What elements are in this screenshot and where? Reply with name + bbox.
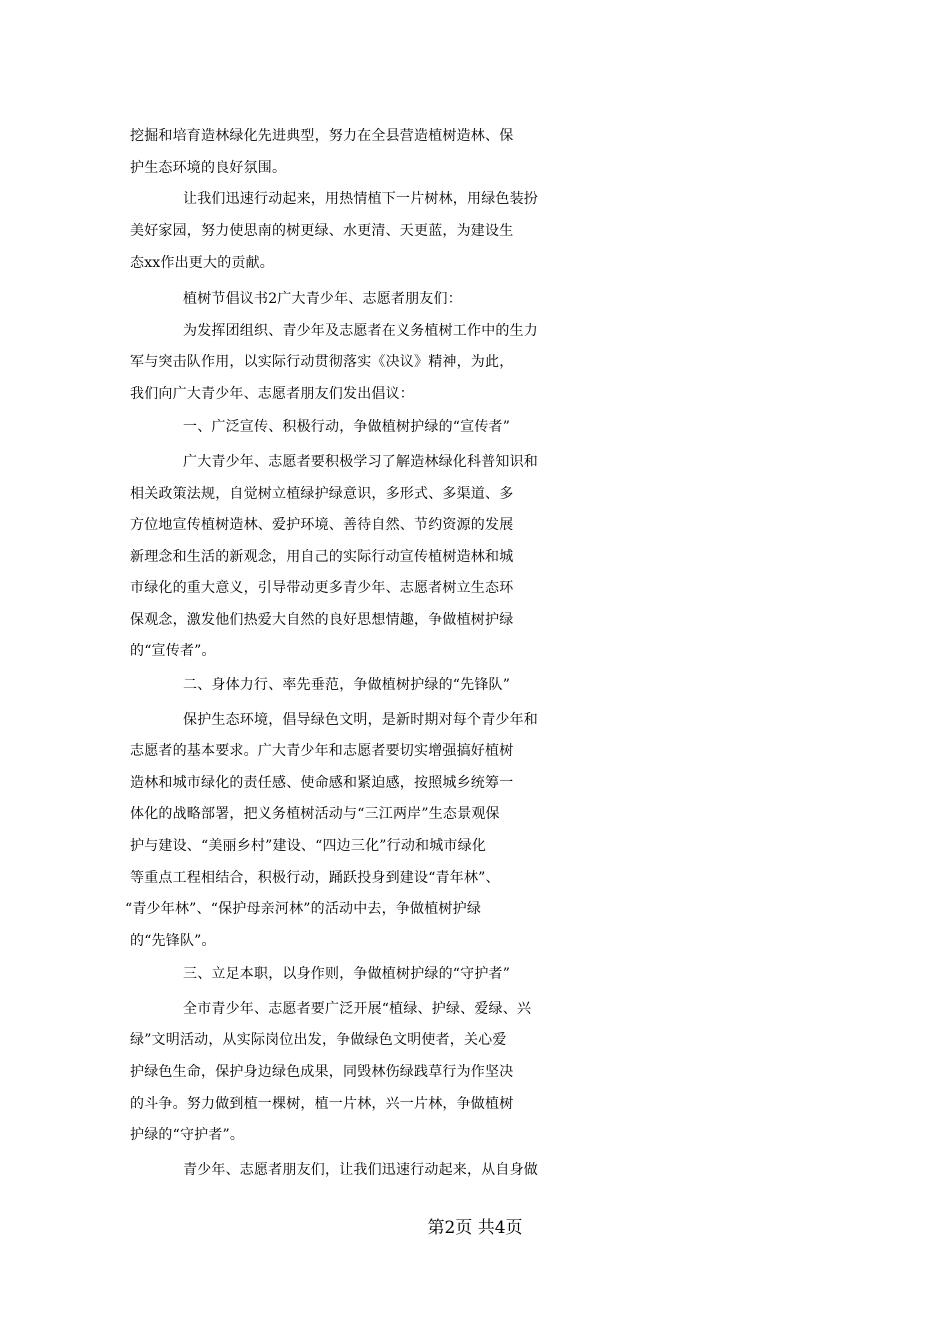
paragraph-line: 志愿者的基本要求。广大青少年和志愿者要切实增强搞好植树	[130, 743, 514, 759]
paragraph-line: 的斗争。努力做到植一棵树，植一片林，兴一片林，争做植树	[130, 1096, 514, 1112]
paragraph-line: 绿”文明活动，从实际岗位出发，争做绿色文明使者，关心爱	[130, 1032, 507, 1048]
paragraph-line: 护绿的“守护者”。	[130, 1127, 245, 1143]
paragraph-line: 护生态环境的良好氛围。	[130, 160, 287, 176]
paragraph-line: 市绿化的重大意义，引导带动更多青少年、志愿者树立生态环	[130, 580, 514, 596]
paragraph-line: 等重点工程相结合，积极行动，踊跃投身到建设“青年林”、	[130, 870, 500, 886]
paragraph-line: 体化的战略部署，把义务植树活动与“三江两岸”生态景观保	[130, 806, 500, 822]
paragraph-line: 方位地宣传植树造林、爱护环境、善待自然、节约资源的发展	[130, 517, 514, 533]
paragraph-line: 让我们迅速行动起来，用热情植下一片树林，用绿色装扮	[183, 191, 538, 207]
paragraph-line: 护绿色生命，保护身边绿色成果，同毁林伤绿践草行为作坚决	[130, 1064, 514, 1080]
paragraph-line: 广大青少年、志愿者要积极学习了解造林绿化科普知识和	[183, 454, 538, 470]
paragraph-line: 军与突击队作用，以实际行动贯彻落实《决议》精神，为此，	[130, 354, 514, 370]
paragraph-line: 植树节倡议书2广大青少年、志愿者朋友们：	[183, 291, 462, 307]
paragraph-line: 保观念，激发他们热爱大自然的良好思想情趣，争做植树护绿	[130, 612, 514, 628]
paragraph-line: 护与建设、“美丽乡村”建设、“四边三化”行动和城市绿化	[130, 838, 487, 854]
paragraph-line: 新理念和生活的新观念，用自己的实际行动宣传植树造林和城	[130, 549, 514, 565]
paragraph-line: 二、身体力行、率先垂范，争做植树护绿的“先锋队”	[183, 677, 511, 693]
paragraph-line: 挖掘和培育造林绿化先进典型，努力在全县营造植树造林、保	[130, 128, 514, 144]
paragraph-line: 三、立足本职，以身作则，争做植树护绿的“守护者”	[183, 966, 511, 982]
page-number: 第2页 共4页	[427, 1218, 523, 1238]
paragraph-line: 造林和城市绿化的责任感、使命感和紧迫感，按照城乡统筹一	[130, 775, 514, 791]
paragraph-line: 的“宣传者”。	[130, 643, 216, 659]
paragraph-line: 美好家园，努力使思南的树更绿、水更清、天更蓝，为建设生	[130, 223, 514, 239]
paragraph-line: 为发挥团组织、青少年及志愿者在义务植树工作中的生力	[183, 323, 538, 339]
paragraph-line: 一、广泛宣传、积极行动，争做植树护绿的“宣传者”	[183, 419, 511, 435]
paragraph-line: “青少年林”、“保护母亲河林”的活动中去，争做植树护绿	[125, 901, 482, 917]
paragraph-line: 全市青少年、志愿者要广泛开展“植绿、护绿、爱绿、兴	[183, 1001, 532, 1017]
paragraph-line: 我们向广大青少年、志愿者朋友们发出倡议：	[130, 386, 414, 402]
paragraph-line: 态xx作出更大的贡献。	[130, 255, 274, 271]
paragraph-line: 的“先锋队”。	[130, 933, 216, 949]
paragraph-line: 相关政策法规，自觉树立植绿护绿意识，多形式、多渠道、多	[130, 486, 514, 502]
paragraph-line: 保护生态环境，倡导绿色文明，是新时期对每个青少年和	[183, 712, 538, 728]
paragraph-line: 青少年、志愿者朋友们，让我们迅速行动起来，从自身做	[183, 1162, 538, 1178]
